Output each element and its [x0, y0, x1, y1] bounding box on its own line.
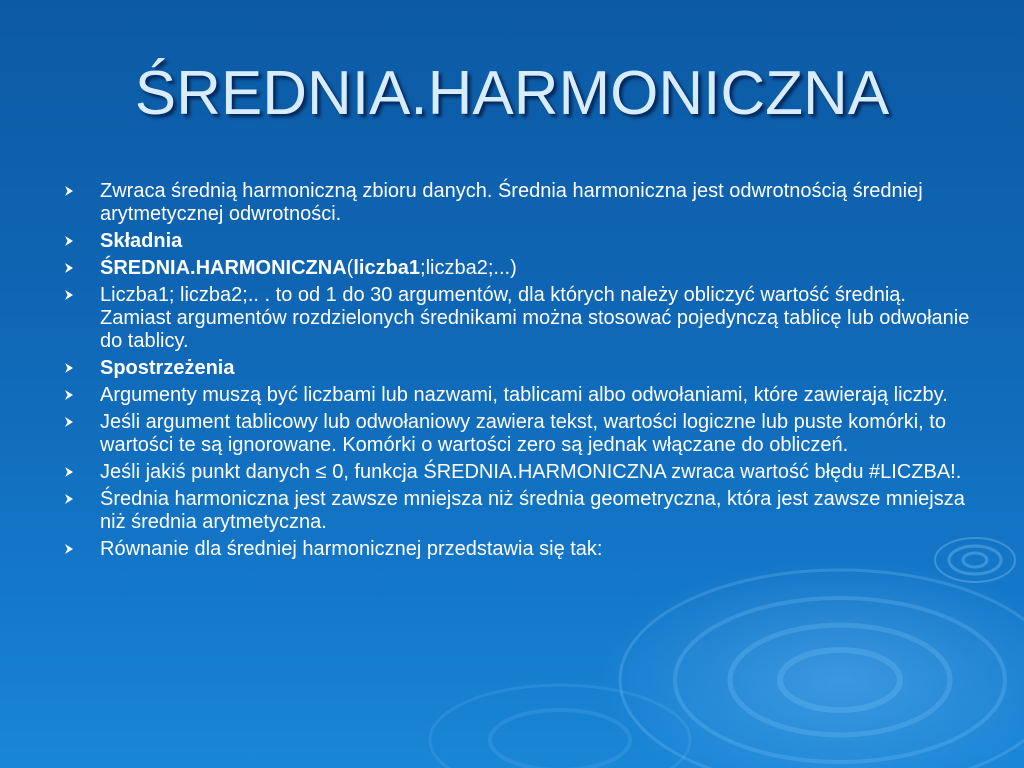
arrow-bullet-icon: [62, 542, 76, 556]
list-item: [62, 384, 982, 407]
bullet-text: Średnia harmoniczna jest zawsze mniejsza niż średnia geometryczna, która jest zawsze mniejsza niż średnia arytmetyczna.: [100, 488, 965, 533]
arrow-bullet-icon: [62, 361, 76, 375]
bullet-text: Jeśli argument tablicowy lub odwołaniowy zawiera tekst, wartości logiczne lub puste komórki, to wartości te są ignorowane. Komórki o wartości zero są jednak włączane do obliczeń.: [100, 411, 946, 456]
section-heading-syntax: Składnia: [100, 230, 183, 252]
slide-title: ŚREDNIA.HARMONICZNA: [134, 59, 890, 128]
list-item: [62, 257, 982, 280]
function-args-rest: ;liczba2;...): [420, 257, 517, 279]
bullet-text: Jeśli jakiś punkt danych ≤ 0, funkcja ŚREDNIA.HARMONICZNA zwraca wartość błędu #LICZBA!.: [100, 461, 962, 483]
function-name: ŚREDNIA.HARMONICZNA: [100, 257, 347, 279]
bullet-text: Równanie dla średniej harmonicznej przedstawia się tak:: [100, 538, 603, 560]
list-item: [62, 538, 982, 561]
list-item: [62, 488, 982, 534]
bullet-text: Liczba1; liczba2;.. . to od 1 do 30 argumentów, dla których należy obliczyć wartość średnią. Zamiast argumentów rozdzielonych średnikami można stosować pojedynczą tablicę lub odwołanie do tablicy.: [100, 284, 970, 352]
arrow-bullet-icon: [62, 184, 76, 198]
arrow-bullet-icon: [62, 492, 76, 506]
list-item: [62, 357, 982, 380]
arrow-bullet-icon: [62, 415, 76, 429]
bullet-list: [62, 180, 982, 565]
list-item: [62, 230, 982, 253]
list-item: [62, 180, 982, 226]
arrow-bullet-icon: [62, 261, 76, 275]
arrow-bullet-icon: [62, 234, 76, 248]
arrow-bullet-icon: [62, 388, 76, 402]
bullet-text: Zwraca średnią harmoniczną zbioru danych. Średnia harmoniczna jest odwrotnością średniej arytmetycznej odwrotności.: [100, 180, 923, 225]
arrow-bullet-icon: [62, 288, 76, 302]
section-heading-remarks: Spostrzeżenia: [100, 357, 235, 379]
bullet-text: Argumenty muszą być liczbami lub nazwami, tablicami albo odwołaniami, które zawierają liczby.: [100, 384, 948, 406]
list-item: [62, 461, 982, 484]
arrow-bullet-icon: [62, 465, 76, 479]
open-paren: (: [346, 257, 354, 279]
list-item: [62, 411, 982, 457]
list-item: [62, 284, 982, 353]
function-arg-required: liczba1: [353, 257, 421, 279]
